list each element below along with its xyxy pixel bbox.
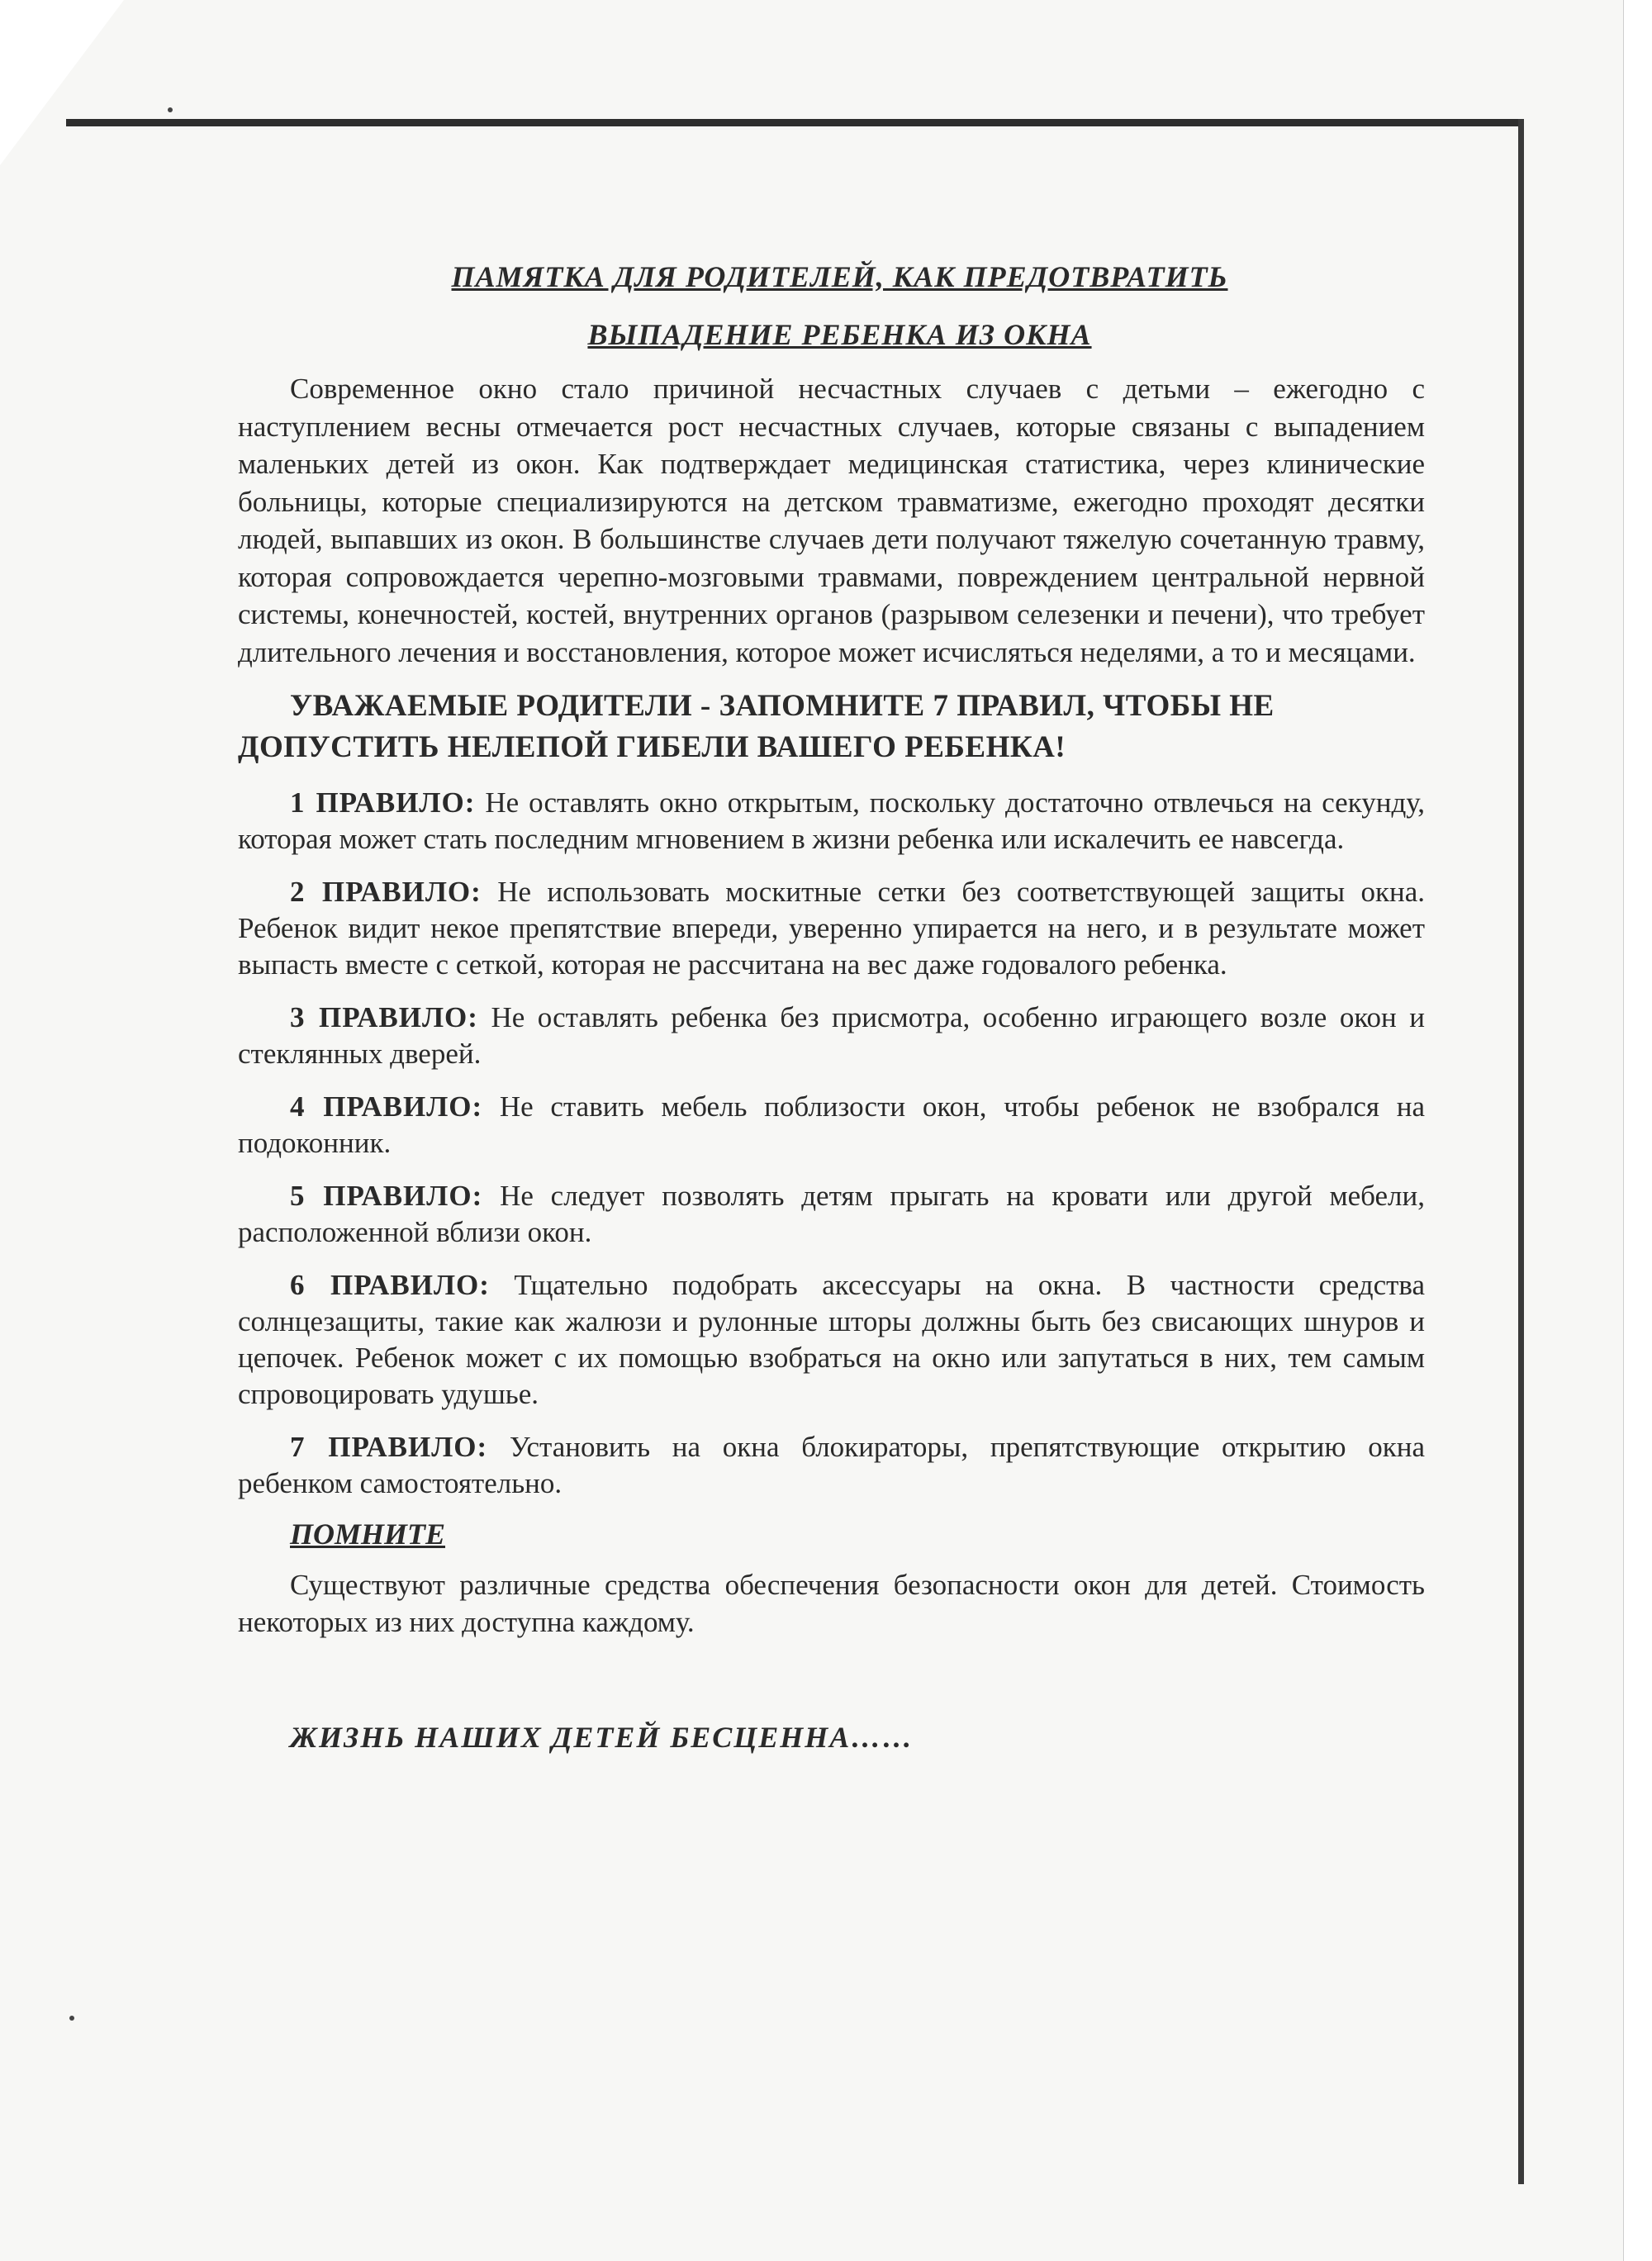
folded-corner xyxy=(0,0,124,165)
rule-5 xyxy=(238,1178,1425,1251)
rule-5-text: Не следует позволять детям прыгать на кровати или другой мебели, расположенной вблизи окон. xyxy=(238,1180,1425,1248)
rule-1-text: Не оставлять окно открытым, поскольку достаточно отвлечься на секунду, которая может стать последним мгновением в жизни ребенка или искалечить ее навсегда. xyxy=(238,786,1425,855)
rule-3 xyxy=(238,1000,1425,1072)
rule-6 xyxy=(238,1267,1425,1413)
rule-7-heading: 7 ПРАВИЛО: xyxy=(290,1431,488,1463)
rule-3-heading: 3 ПРАВИЛО: xyxy=(290,1001,478,1033)
document-title xyxy=(238,248,1425,363)
rule-5-heading: 5 ПРАВИЛО: xyxy=(290,1180,483,1212)
rule-1-heading: 1 ПРАВИЛО: xyxy=(290,786,476,819)
rule-4-heading: 4 ПРАВИЛО: xyxy=(290,1090,483,1123)
right-border-line xyxy=(1518,119,1524,2184)
scan-speck xyxy=(69,2016,74,2021)
closing-paragraph: Существуют различные средства обеспечения безопасности окон для детей. Стоимость некоторых из них доступна каждому. xyxy=(238,1569,1425,1638)
rule-7-text: Установить на окна блокираторы, препятствующие открытию окна ребенком самостоятельно. xyxy=(238,1431,1426,1499)
rule-2-heading: 2 ПРАВИЛО: xyxy=(290,876,482,908)
title-line-1: ПАМЯТКА ДЛЯ РОДИТЕЛЕЙ, КАК ПРЕДОТВРАТИТЬ xyxy=(451,260,1228,293)
rule-2 xyxy=(238,874,1425,983)
rule-3-text: Не оставлять ребенка без присмотра, особенно играющего возле окон и стеклянных дверей. xyxy=(238,1001,1425,1070)
rule-2-text: Не использовать москитные сетки без соответствующей защиты окна. Ребенок видит некое препятствие впереди, уверенно упирается на него, и в результате может выпасть вместе с сеткой, которая не рассчитана на вес даже годовалого ребенка. xyxy=(238,876,1426,981)
rule-4-text: Не ставить мебель поблизости окон, чтобы ребенок не взобрался на подоконник. xyxy=(238,1090,1425,1159)
document-body xyxy=(238,248,1425,1755)
warning-heading: УВАЖАЕМЫЕ РОДИТЕЛИ - ЗАПОМНИТЕ 7 ПРАВИЛ, ЧТОБЫ НЕ ДОПУСТИТЬ НЕЛЕПОЙ ГИБЕЛИ ВАШЕГО РЕБЕНКА! xyxy=(238,689,1275,764)
rule-6-text: Тщательно подобрать аксессуары на окна. В частности средства солнцезащиты, такие как жалюзи и рулонные шторы должны быть без свисающих шнуров и цепочек. Ребенок может с их помощью взобраться на окно или запутаться в них, тем самым спровоцировать удушье. xyxy=(238,1269,1425,1410)
scan-margin xyxy=(1624,0,1652,2261)
rule-4 xyxy=(238,1089,1425,1161)
rule-6-heading: 6 ПРАВИЛО: xyxy=(290,1269,490,1301)
top-border-line xyxy=(66,119,1524,126)
rule-7 xyxy=(238,1429,1425,1502)
scan-speck xyxy=(168,107,173,112)
intro-paragraph: Современное окно стало причиной несчастных случаев с детьми – ежегодно с наступлением весны отмечается рост несчастных случаев, которые связаны с выпадением маленьких детей из окон. Как подтверждает медицинская статистика, через клинические больницы, которые специализируются на детском травматизме, ежегодно проходят десятки людей, выпавших из окон. В большинстве случаев дети получают тяжелую сочетанную травму, которая сопровождается черепно-мозговыми травмами, повреждением центральной нервной системы, конечностей, костей, внутренних органов (разрывом селезенки и печени), что требует длительного лечения и восстановления, которое может исчисляться неделями, а то и месяцами. xyxy=(238,373,1425,668)
remember-heading: ПОМНИТЕ xyxy=(290,1518,446,1551)
title-line-2: ВЫПАДЕНИЕ РЕБЕНКА ИЗ ОКНА xyxy=(587,318,1092,351)
rule-1 xyxy=(238,785,1425,857)
closing-motto: ЖИЗНЬ НАШИХ ДЕТЕЙ БЕСЦЕННА…… xyxy=(290,1721,914,1754)
